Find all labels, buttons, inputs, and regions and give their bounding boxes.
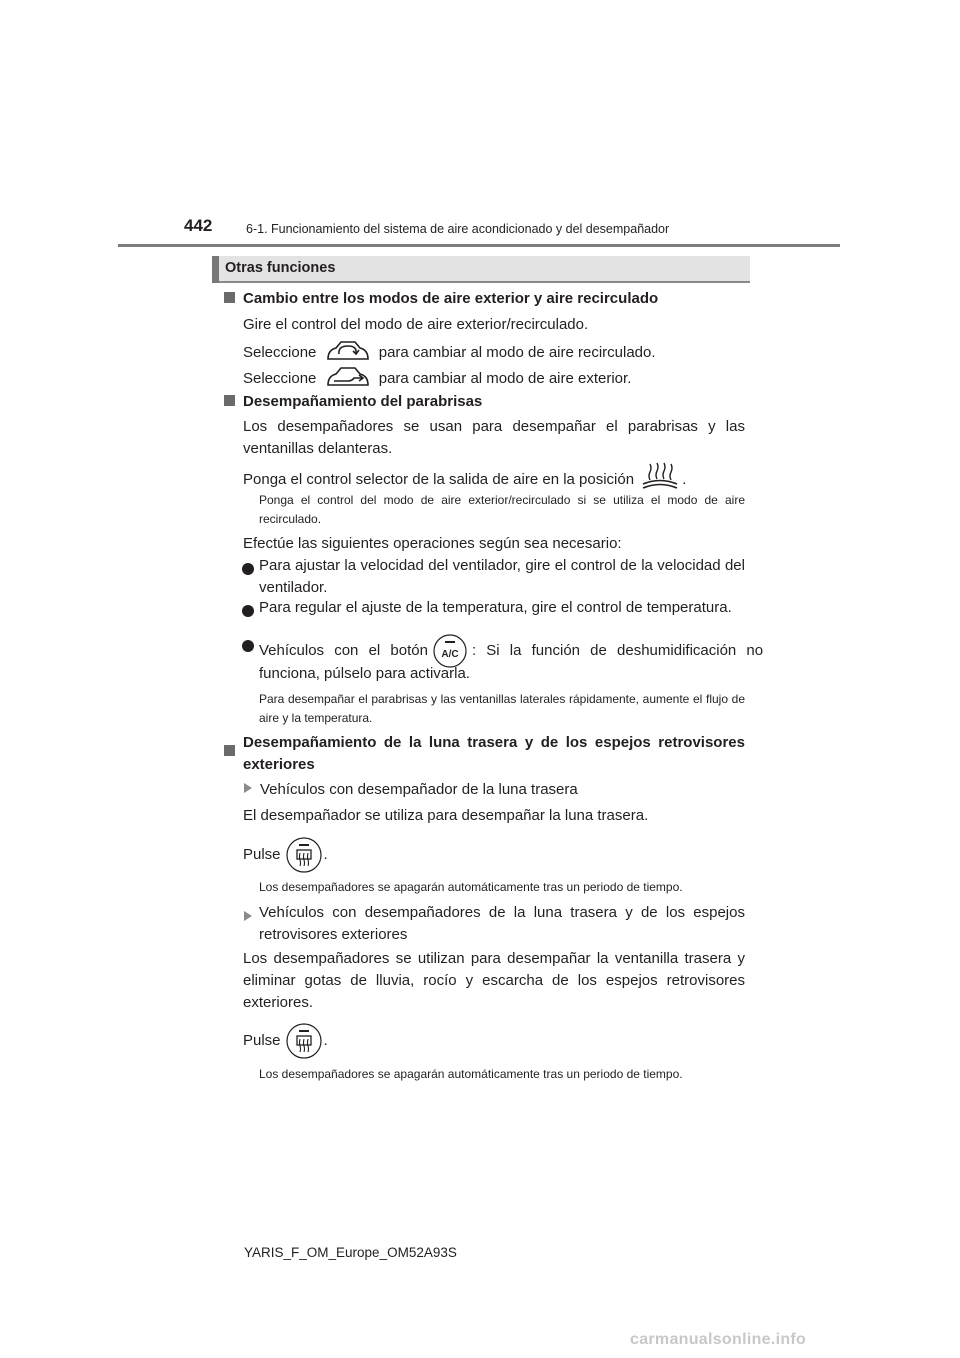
- text: Seleccione: [243, 370, 317, 387]
- paragraph: Efectúe las siguientes operaciones según sea necesario:: [243, 535, 622, 552]
- paragraph-recirculated: [243, 339, 656, 365]
- text: .: [682, 471, 687, 488]
- page-number: 442: [184, 216, 213, 235]
- bullet-fan-speed: Para ajustar la velocidad del ventilador, gire el control de la velocidad del ventilador.: [259, 557, 745, 596]
- text: Pulse: [243, 1032, 281, 1049]
- note: Los desempañadores se apagarán automáticamente tras un periodo de tiempo.: [259, 1067, 683, 1081]
- triangle-bullet-icon: [244, 783, 252, 793]
- text: Vehículos con el botón: [259, 642, 428, 659]
- note: Para desempañar el parabrisas y las ventanillas laterales rápidamente, aumente el flujo de aire y la temperatura.: [259, 692, 745, 725]
- square-bullet-icon: [224, 292, 235, 303]
- heading-recirculation: [224, 288, 658, 310]
- note: Los desempañadores se apagarán automáticamente tras un periodo de tiempo.: [259, 880, 683, 894]
- footer-doc-code: YARIS_F_OM_Europe_OM52A93S: [244, 1245, 457, 1260]
- text: Seleccione: [243, 344, 317, 361]
- subheading-rear-and-mirrors: Vehículos con desempañadores de la luna trasera y de los espejos retrovisores exteriores: [259, 904, 745, 943]
- heading-rear-window: Desempañamiento de la luna trasera y de los espejos retrovisores exteriores: [243, 734, 745, 773]
- text: funciona, púlselo para activarla.: [259, 665, 470, 682]
- paragraph-pulse: [243, 836, 328, 874]
- rear-defogger-button-icon: [285, 836, 323, 874]
- box-title: Otras funciones: [225, 260, 336, 276]
- paragraph-outside-air: [243, 365, 631, 391]
- ac-label: A/C: [441, 649, 459, 660]
- section-title: 6-1. Funcionamiento del sistema de aire acondicionado y del desempañador: [246, 222, 670, 236]
- subheading-rear-defogger: [243, 779, 578, 801]
- text: Vehículos con desempañador de la luna trasera: [260, 781, 578, 798]
- square-bullet-icon: [224, 743, 235, 761]
- heading-windshield: [224, 391, 482, 413]
- bullet-dot-icon: [242, 639, 254, 657]
- heading-text: Cambio entre los modos de aire exterior y aire recirculado: [243, 290, 659, 307]
- heading-text: Desempañamiento del parabrisas: [243, 393, 483, 410]
- text: .: [323, 1032, 328, 1049]
- header-rule: [118, 244, 840, 247]
- bullet-dot-icon: [242, 604, 254, 622]
- rear-defogger-button-icon: [285, 1022, 323, 1060]
- text: para cambiar al modo de aire exterior.: [378, 370, 632, 387]
- paragraph: Gire el control del modo de aire exterior/recirculado.: [243, 316, 589, 333]
- bullet-temperature: Para regular el ajuste de la temperatura, gire el control de temperatura.: [259, 599, 732, 616]
- bullet-dot-icon: [242, 562, 254, 580]
- section-box-bar: [212, 256, 219, 283]
- paragraph-outlet-selector: [243, 464, 686, 492]
- triangle-bullet-icon: [244, 908, 252, 926]
- text: .: [323, 846, 328, 863]
- text: : Si la función de deshumidificación no: [471, 642, 764, 659]
- recirculated-air-icon: [324, 339, 372, 365]
- outside-air-icon: [324, 365, 372, 391]
- text: para cambiar al modo de aire recirculado.: [378, 344, 656, 361]
- square-bullet-icon: [224, 395, 235, 406]
- text: Ponga el control selector de la salida de aire en la posición: [243, 471, 635, 488]
- watermark: carmanualsonline.info: [630, 1331, 807, 1348]
- note: Ponga el control del modo de aire exterior/recirculado si se utiliza el modo de aire recirculado.: [259, 493, 745, 526]
- paragraph: Los desempañadores se utilizan para desempañar la ventanilla trasera y eliminar gotas de lluvia, rocío y escarcha de los espejos retrovisores exteriores.: [243, 950, 745, 1011]
- text: Pulse: [243, 846, 281, 863]
- windshield-defroster-icon: [640, 464, 680, 492]
- paragraph-pulse: [243, 1022, 328, 1060]
- paragraph: El desempañador se utiliza para desempañar la luna trasera.: [243, 807, 649, 824]
- paragraph: Los desempañadores se usan para desempañar el parabrisas y las ventanillas delanteras.: [243, 418, 745, 457]
